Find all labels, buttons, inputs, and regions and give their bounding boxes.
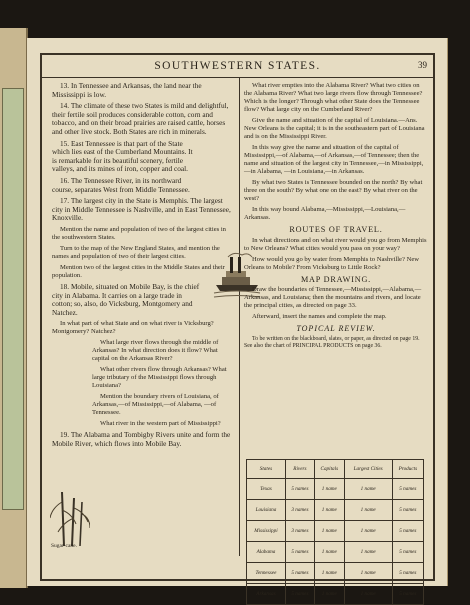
table-cell: 3 names (285, 500, 314, 521)
question-1: Mention the name and population of two of the largest cities in the southwestern States. (52, 225, 226, 241)
previous-page-map (2, 88, 24, 510)
table-row (247, 500, 424, 521)
table-cell: 5 names (392, 479, 423, 500)
page-number: 39 (418, 60, 427, 70)
table-cell: 1 name (314, 563, 344, 584)
table-row (247, 479, 424, 500)
table-cell: 5 names (392, 584, 423, 605)
table-cell: 5 names (285, 584, 314, 605)
table-cell: Tennessee (247, 563, 286, 584)
sugar-cane-caption: Sugar-cane. (51, 543, 78, 549)
sugar-cane-illustration (50, 488, 90, 548)
table-header-cell: States (247, 460, 286, 479)
right-questions-1: What river empties into the Alabama River? What two cities on the Alabama River? What two large rivers flow through Tennessee? Which is the longer? Through what other State does the Tennessee flow? What large city on the Cumberland River? (244, 82, 423, 113)
question-8: What river in the western part of Mississippi? (100, 420, 221, 428)
left-column (52, 82, 232, 451)
table-cell: 1 name (344, 521, 392, 542)
topical-review-title: TOPICAL REVIEW. (296, 324, 376, 334)
question-2: Turn to the map of the New England States, and mention the names and population of two of their largest cities. (52, 244, 220, 260)
paragraph-15: 15. East Tennessee is that part of the State which lies east of the Cumberland Mountains. It is remarkable for its beautiful scenery, fertile valleys, and its mines of iron, copper and coal. (52, 138, 193, 174)
question-3: Mention two of the largest cities in the Middle States and their population. (52, 263, 225, 279)
map-drawing-instruction: Draw the boundaries of Tennessee,—Mississippi,—Alabama,—Arkansas, and Louisiana; then the mountains and rivers, and locate the principal cities, as directed on page 33. (244, 286, 422, 310)
table-cell: 5 names (285, 542, 314, 563)
table-cell: 1 name (314, 542, 344, 563)
table-cell: 5 names (392, 563, 423, 584)
routes-of-travel-title: ROUTES OF TRAVEL. (289, 225, 383, 234)
table-header-row (247, 460, 424, 479)
topical-review-table (246, 459, 424, 605)
table-cell: 1 name (344, 500, 392, 521)
topical-review-note: To be written on the blackboard, slates, or paper, as directed on page 19. See also the chart of PRINCIPAL PRODUCTS on page 36. (244, 335, 420, 349)
table-cell: 1 name (314, 521, 344, 542)
map-drawing-followup: Afterward, insert the names and complete the map. (252, 313, 387, 321)
question-4: In what part of what State and on what river is Vicksburg? Montgomery? Natchez? (52, 320, 214, 336)
question-5: What large river flows through the middle of Arkansas? In what direction does it flow? What capital on the Arkansas River? (92, 339, 219, 363)
table-row (247, 521, 424, 542)
bounding-questions: By what two States is Tennessee bounded on the north? By what three on the south? By what one on the east? By what river on the west? (244, 179, 423, 202)
paragraph-19: 19. The Alabama and Tombigby Rivers unite and form the Mobile River, which flows into Mobile Bay. (52, 430, 231, 448)
table-header-cell: Rivers (285, 460, 314, 479)
table-cell: Arkansas (247, 584, 286, 605)
book-page (27, 38, 447, 597)
paragraph-16: 16. The Tennessee River, in its northward course, separates West from Middle Tennessee. (52, 175, 190, 194)
table-cell: 5 names (285, 479, 314, 500)
table-cell: 5 names (392, 500, 423, 521)
table-row (247, 563, 424, 584)
page-frame (40, 53, 435, 597)
paragraph-14: 14. The climate of these two States is mild and delightful, their fertile soil produces considerable cotton, corn and tobacco, and on their broad prairies are raised cattle, horses and other live stock. Both States are rich in minerals. (52, 101, 229, 136)
right-column (244, 82, 428, 352)
table-row (247, 542, 424, 563)
paragraph-17: 17. The largest city in the State is Memphis. The largest city in Middle Tennessee is Nashville, and in East Tennessee, Knoxville. (52, 196, 231, 223)
bounding-instruction: In this way bound Alabama,—Mississippi,—Louisiana,—Arkansas. (244, 206, 406, 221)
table-cell: 5 names (392, 521, 423, 542)
table-cell: 1 name (344, 542, 392, 563)
right-questions-2: In this way give the name and situation of the capital of Mississippi,—of Alabama,—of Arkansas,—of Tennessee; then the name and situation of the largest city in Tennessee,—in Mississippi,—in Alabama, —in Louisiana,—in Arkansas. (244, 144, 424, 175)
question-7: Mention the boundary rivers of Louisiana, of Arkansas,—of Mississippi,—of Alabama, —of Tennessee. (92, 393, 219, 417)
table-row (247, 584, 424, 605)
paragraph-13: 13. In Tennessee and Arkansas, the land near the Mississippi is low. (52, 81, 202, 99)
table-cell: 1 name (314, 479, 344, 500)
table-cell: 1 name (344, 584, 392, 605)
table-header-cell: Largest Cities (344, 460, 392, 479)
table-cell: 5 names (392, 542, 423, 563)
table-cell: Louisiana (247, 500, 286, 521)
table-header-cell: Products (392, 460, 423, 479)
previous-page-edge (0, 28, 28, 588)
table-header-cell: Capitals (314, 460, 344, 479)
table-cell: Alabama (247, 542, 286, 563)
page-header (42, 55, 433, 78)
table-cell: 1 name (344, 479, 392, 500)
table-cell: 1 name (314, 500, 344, 521)
page-title: SOUTHWESTERN STATES. (154, 60, 321, 72)
table-cell: 1 name (314, 584, 344, 605)
route-question-2: How would you go by water from Memphis to Nashville? New Orleans to Mobile? From Vicksburg to Little Rock? (244, 255, 420, 271)
table-cell: Texas (247, 479, 286, 500)
column-divider (239, 78, 240, 556)
table-cell: 5 names (285, 563, 314, 584)
paragraph-18: 18. Mobile, situated on Mobile Bay, is the chief city in Alabama. It carries on a large trade in cotton; so, also, do Vicksburg, Montgomery and Natchez. (52, 281, 200, 317)
table-cell: Mississippi (247, 521, 286, 542)
question-6: What other rivers flow through Arkansas? What large tributary of the Mississippi flows through Louisiana? (92, 366, 227, 390)
table-cell: 1 name (344, 563, 392, 584)
table-cell: 3 names (285, 521, 314, 542)
map-drawing-title: MAP DRAWING. (300, 274, 372, 284)
capital-answer: Give the name and situation of the capital of Louisiana.—Ans. New Orleans is the capital; it is in the southeastern part of Louisiana and is on the Mississippi River. (244, 117, 425, 140)
route-question-1: In what directions and on what river would you go from Memphis to New Orleans? What cities would you pass on your way? (244, 236, 427, 252)
